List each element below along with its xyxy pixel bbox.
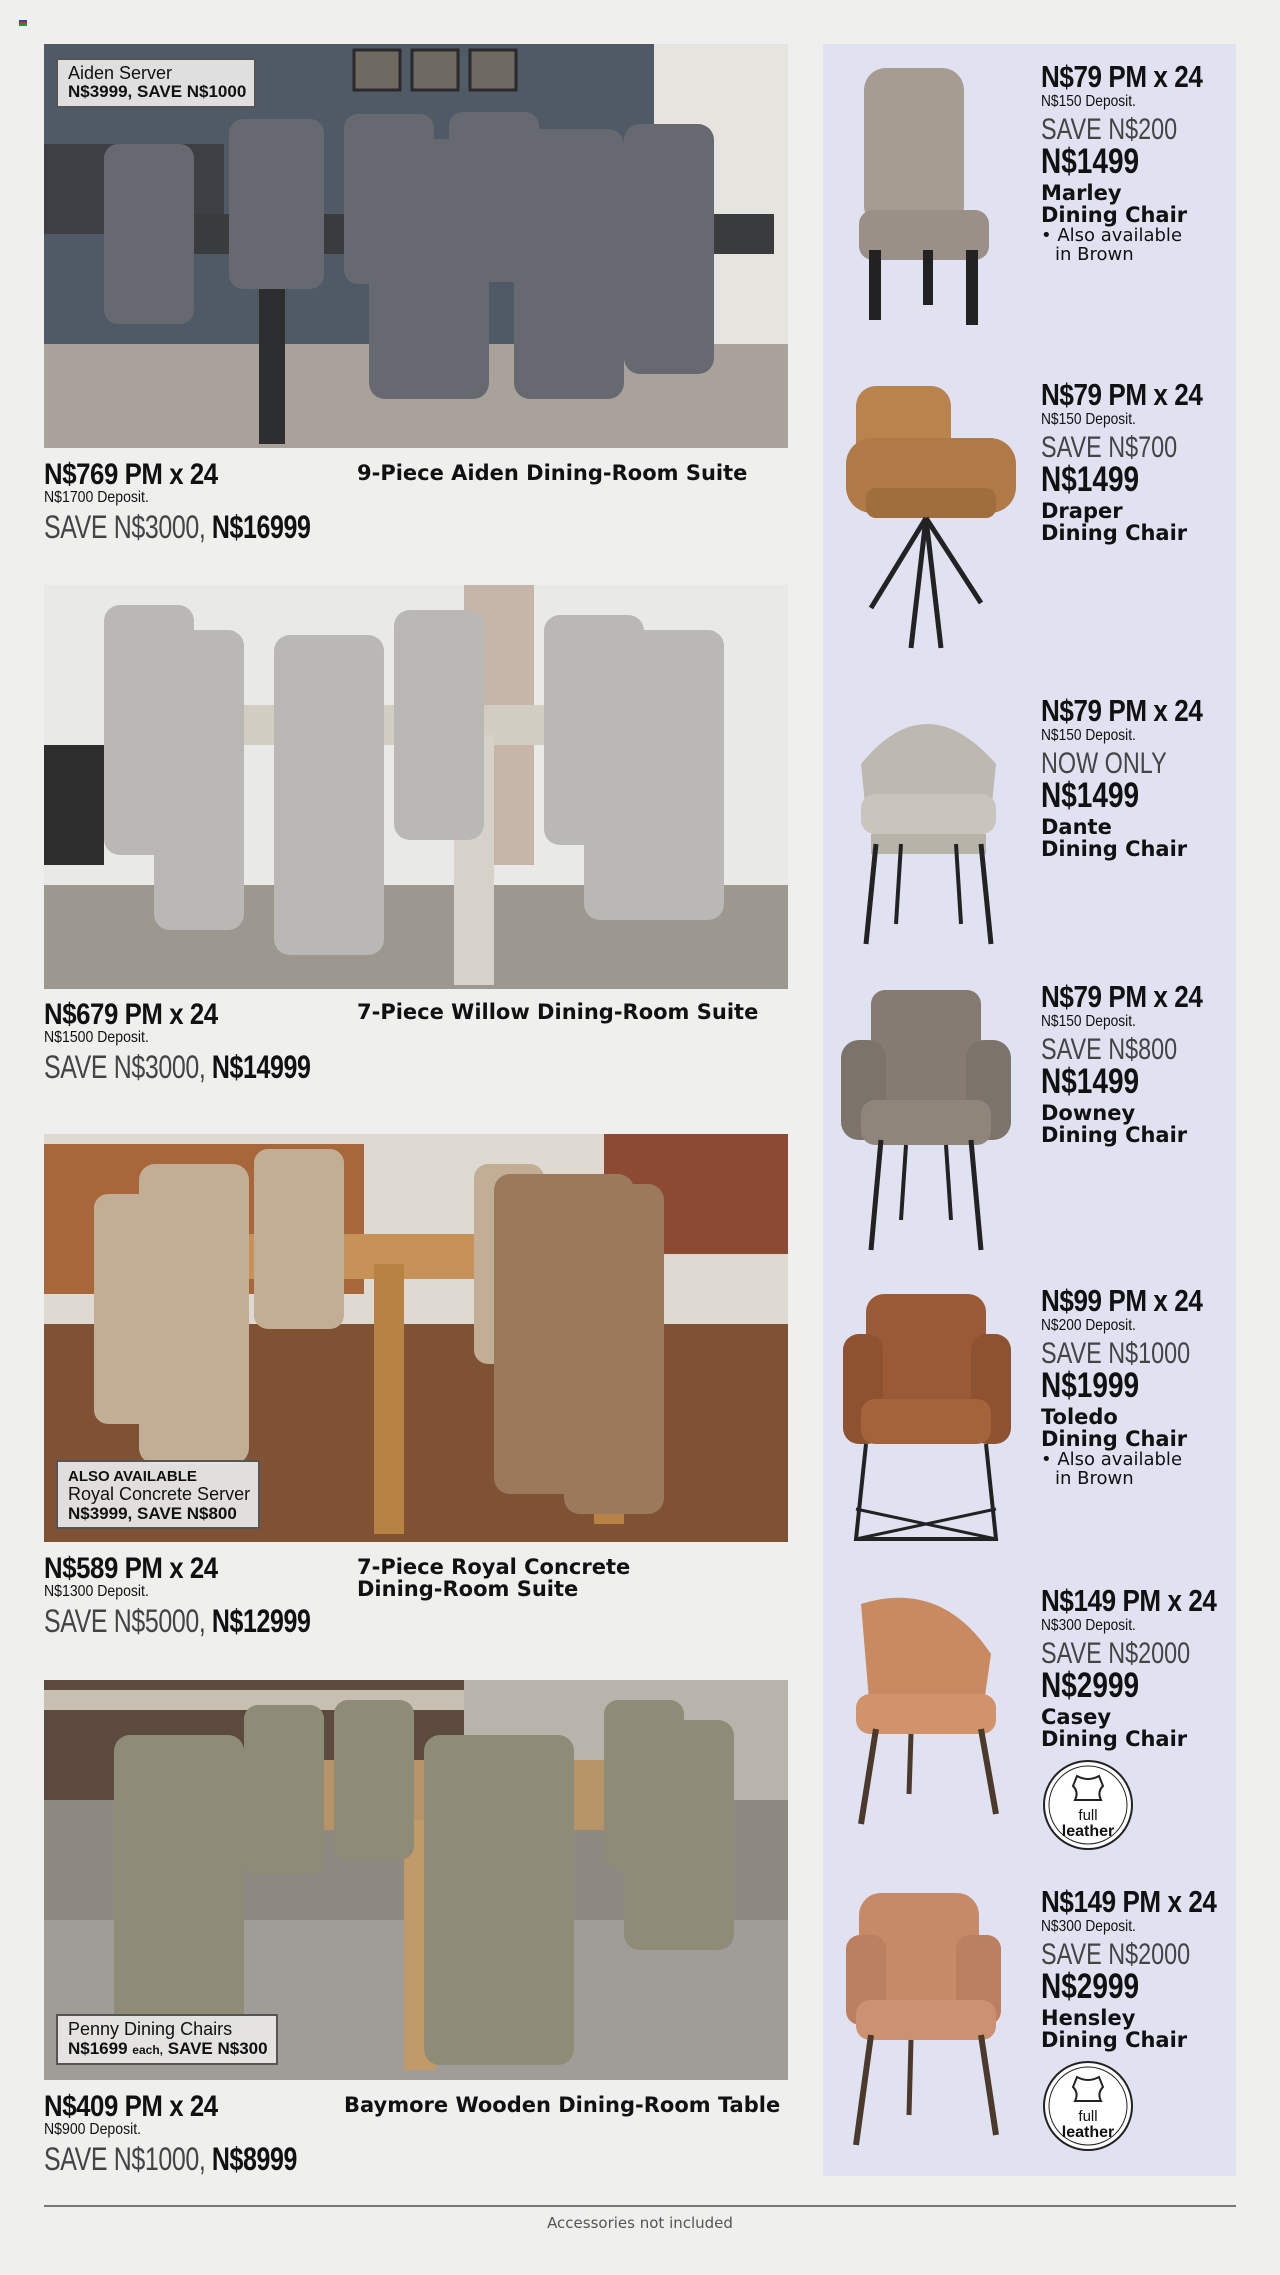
note-line: • Also available — [1041, 1449, 1183, 1470]
deposit: N$1700 Deposit. — [44, 489, 149, 506]
badge-line: leather — [1061, 2124, 1115, 2141]
willow-suite-photo — [44, 585, 788, 989]
suite-royal-concrete — [44, 1134, 788, 1654]
product-name — [357, 1556, 630, 1601]
chair-info — [1041, 694, 1236, 860]
product-name-line: Downey — [1041, 1101, 1136, 1125]
price: N$14999 — [211, 1049, 311, 1085]
product-name: 7-Piece Willow Dining-Room Suite — [357, 1000, 759, 1024]
chair-draper — [823, 378, 1236, 668]
note-line: in Brown — [1055, 244, 1134, 265]
product-name — [1041, 1406, 1236, 1450]
product-name: Baymore Wooden Dining-Room Table — [344, 2093, 781, 2117]
product-name-line: Dining Chair — [1041, 1123, 1188, 1147]
chair-info — [1041, 60, 1236, 264]
chair-downey — [823, 980, 1236, 1270]
chair-info — [1041, 1284, 1236, 1488]
savings: SAVE N$5000, — [44, 1603, 206, 1639]
tag-savings: SAVE N$300 — [167, 2039, 268, 2059]
tag-price — [68, 2039, 268, 2058]
toledo-chair-image — [831, 1284, 1021, 1564]
price: N$2999 — [1041, 1967, 1140, 2006]
product-name-line: Dining Chair — [1041, 203, 1188, 227]
price: N$1499 — [1041, 460, 1140, 499]
price: N$1499 — [1041, 1062, 1140, 1101]
product-name-line: Dante — [1041, 815, 1112, 839]
marley-chair-image — [831, 60, 1021, 340]
price: N$1999 — [1041, 1366, 1140, 1405]
royal-concrete-server-tag — [56, 1460, 260, 1529]
footer-note: Accessories not included — [547, 2214, 733, 2232]
penny-chairs-tag — [56, 2014, 278, 2065]
savings: SAVE N$700 — [1041, 431, 1178, 464]
monthly-price: N$149 PM x 24 — [1041, 1884, 1217, 1919]
monthly-price: N$79 PM x 24 — [1041, 979, 1203, 1014]
suite-willow — [44, 585, 788, 1105]
product-name-line: Toledo — [1041, 1405, 1118, 1429]
monthly-price: N$769 PM x 24 — [44, 458, 218, 491]
chair-casey — [823, 1584, 1236, 1884]
product-name — [1041, 1706, 1236, 1750]
availability-note — [1041, 226, 1236, 264]
hensley-chair-image — [831, 1885, 1021, 2165]
tag-heading: ALSO AVAILABLE — [68, 1468, 197, 1485]
note-line: in Brown — [1055, 1468, 1134, 1489]
product-name-line: Dining Chair — [1041, 837, 1188, 861]
suite-baymore — [44, 1680, 788, 2200]
savings: SAVE N$3000, — [44, 509, 206, 545]
deposit: N$200 Deposit. — [1041, 1317, 1136, 1334]
price: N$12999 — [211, 1603, 311, 1639]
deposit: N$150 Deposit. — [1041, 727, 1136, 744]
deposit: N$300 Deposit. — [1041, 1918, 1136, 1935]
product-name-line: Dining Chair — [1041, 1727, 1188, 1751]
chair-hensley — [823, 1885, 1236, 2185]
availability-note — [1041, 1450, 1236, 1488]
product-name-line: Hensley — [1041, 2006, 1136, 2030]
aiden-server-tag — [56, 58, 256, 108]
savings: SAVE N$2000 — [1041, 1938, 1191, 1971]
deposit: N$150 Deposit. — [1041, 411, 1136, 428]
chair-marley — [823, 60, 1236, 350]
chair-info — [1041, 1584, 1236, 1857]
product-name-line: Dining Chair — [1041, 521, 1188, 545]
deposit: N$150 Deposit. — [1041, 1013, 1136, 1030]
savings-line — [44, 509, 310, 546]
savings: SAVE N$2000 — [1041, 1637, 1191, 1670]
deposit: N$1300 Deposit. — [44, 1583, 149, 1600]
product-name: 9-Piece Aiden Dining-Room Suite — [357, 461, 748, 485]
savings: SAVE N$1000, — [44, 2141, 206, 2177]
savings: SAVE N$3000, — [44, 1049, 206, 1085]
downey-chair-image — [831, 980, 1021, 1260]
full-leather-badge-icon — [1041, 1758, 1135, 1852]
product-name-line: 7-Piece Royal Concrete — [357, 1555, 631, 1579]
monthly-price: N$149 PM x 24 — [1041, 1583, 1217, 1618]
savings: SAVE N$1000 — [1041, 1337, 1191, 1370]
badge-line: full — [1078, 2108, 1098, 2125]
savings-line — [44, 1049, 310, 1086]
flag-icon — [19, 20, 27, 26]
monthly-price: N$79 PM x 24 — [1041, 377, 1203, 412]
price: N$2999 — [1041, 1666, 1140, 1705]
savings: SAVE N$200 — [1041, 113, 1178, 146]
tag-price: N$3999, SAVE N$1000 — [68, 82, 247, 102]
product-name — [1041, 1102, 1236, 1146]
product-name — [1041, 2007, 1236, 2051]
tag-each: each, — [132, 2043, 163, 2058]
full-leather-badge-icon — [1041, 2059, 1135, 2153]
product-name-line: Dining-Room Suite — [357, 1577, 579, 1602]
chair-toledo — [823, 1284, 1236, 1574]
chair-info — [1041, 378, 1236, 544]
draper-chair-image — [831, 378, 1021, 658]
price: N$16999 — [211, 509, 311, 545]
badge-line: full — [1078, 1807, 1098, 1824]
tag-price-value: N$1699 — [68, 2039, 128, 2059]
product-name-line: Dining Chair — [1041, 2028, 1188, 2052]
monthly-price: N$79 PM x 24 — [1041, 59, 1203, 94]
dante-chair-image — [831, 694, 1021, 974]
chair-info — [1041, 1885, 1236, 2158]
footer-divider — [44, 2205, 1236, 2207]
casey-chair-image — [831, 1584, 1021, 1864]
savings-line — [44, 2141, 297, 2178]
note-line: • Also available — [1041, 225, 1183, 246]
product-name — [1041, 500, 1236, 544]
product-name-line: Draper — [1041, 499, 1123, 523]
savings-line — [44, 1603, 310, 1640]
badge-line: leather — [1061, 1823, 1115, 1840]
price: N$1499 — [1041, 776, 1140, 815]
monthly-price: N$79 PM x 24 — [1041, 693, 1203, 728]
deposit: N$150 Deposit. — [1041, 93, 1136, 110]
monthly-price: N$679 PM x 24 — [44, 998, 218, 1031]
tag-line: Aiden Server — [68, 63, 173, 83]
tag-price: N$3999, SAVE N$800 — [68, 1503, 237, 1523]
monthly-price: N$409 PM x 24 — [44, 2090, 218, 2123]
product-name-line: Casey — [1041, 1705, 1112, 1729]
chair-info — [1041, 980, 1236, 1146]
tag-line: Royal Concrete Server — [68, 1484, 251, 1505]
product-name-line: Dining Chair — [1041, 1427, 1188, 1451]
chair-dante — [823, 694, 1236, 984]
monthly-price: N$589 PM x 24 — [44, 1552, 218, 1585]
monthly-price: N$99 PM x 24 — [1041, 1283, 1203, 1318]
savings: NOW ONLY — [1041, 747, 1167, 780]
deposit: N$900 Deposit. — [44, 2121, 142, 2138]
price: N$1499 — [1041, 142, 1140, 181]
deposit: N$1500 Deposit. — [44, 1029, 149, 1046]
product-name-line: Marley — [1041, 181, 1122, 205]
product-name — [1041, 182, 1236, 226]
tag-line: Penny Dining Chairs — [68, 2019, 233, 2039]
deposit: N$300 Deposit. — [1041, 1617, 1136, 1634]
product-name — [1041, 816, 1236, 860]
suite-aiden — [44, 44, 788, 564]
savings: SAVE N$800 — [1041, 1033, 1178, 1066]
price: N$8999 — [211, 2141, 298, 2177]
